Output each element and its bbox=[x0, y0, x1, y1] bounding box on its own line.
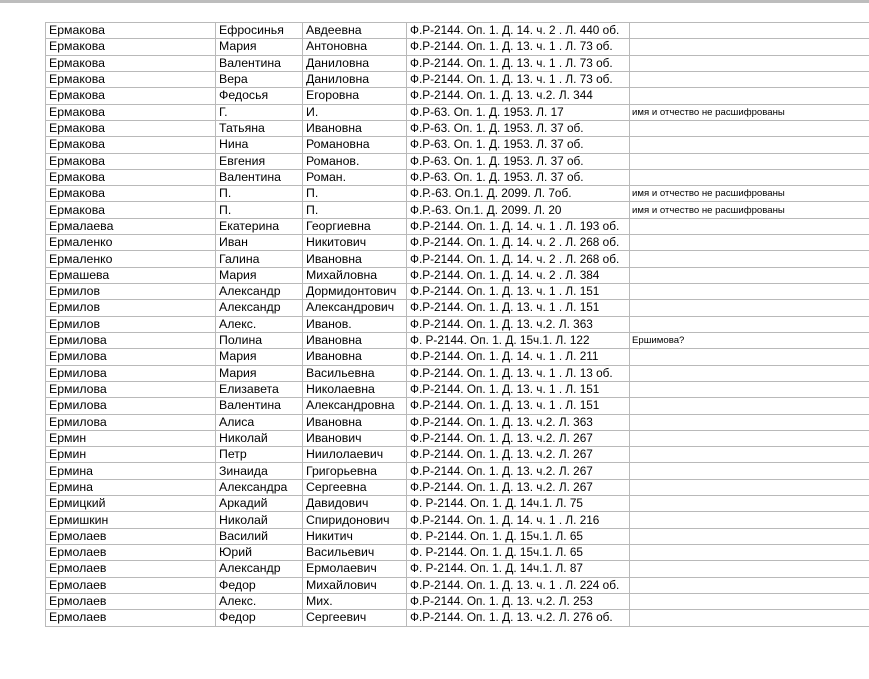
note-cell bbox=[630, 235, 869, 250]
note-cell bbox=[630, 366, 869, 381]
table-row bbox=[46, 186, 869, 201]
note-cell: имя и отчество не расшифрованы bbox=[630, 186, 869, 201]
archive-reference-cell: Ф.Р-2144. Оп. 1. Д. 13. ч.2. Л. 363 bbox=[407, 317, 629, 332]
table-row bbox=[46, 529, 869, 544]
table-row bbox=[46, 610, 869, 625]
patronymic-cell: Ивановна bbox=[303, 415, 406, 430]
note-cell bbox=[630, 72, 869, 87]
register-table-body bbox=[46, 23, 869, 626]
table-row bbox=[46, 202, 869, 217]
table-row bbox=[46, 496, 869, 511]
table-row bbox=[46, 561, 869, 576]
archive-reference-cell: Ф.Р-2144. Оп. 1. Д. 13. ч.2. Л. 344 bbox=[407, 88, 629, 103]
archive-reference-cell: Ф.Р-2144. Оп. 1. Д. 14. ч. 1 . Л. 216 bbox=[407, 512, 629, 527]
name-cell: Федосья bbox=[216, 88, 302, 103]
table-row bbox=[46, 39, 869, 54]
patronymic-cell: Ивановна bbox=[303, 121, 406, 136]
table-row bbox=[46, 382, 869, 397]
name-cell: Вера bbox=[216, 72, 302, 87]
archive-reference-cell: Ф.Р-2144. Оп. 1. Д. 13. ч.2. Л. 253 bbox=[407, 594, 629, 609]
archive-reference-cell: Ф.Р-2144. Оп. 1. Д. 13. ч. 1 . Л. 151 bbox=[407, 284, 629, 299]
patronymic-cell: Сергеевич bbox=[303, 610, 406, 625]
patronymic-cell: Ивановна bbox=[303, 251, 406, 266]
patronymic-cell: Роман. bbox=[303, 170, 406, 185]
surname-cell: Ермакова bbox=[46, 105, 215, 120]
name-cell: Александр bbox=[216, 561, 302, 576]
surname-cell: Ермилова bbox=[46, 366, 215, 381]
name-cell: Екатерина bbox=[216, 219, 302, 234]
name-cell: Мария bbox=[216, 39, 302, 54]
patronymic-cell: И. bbox=[303, 105, 406, 120]
patronymic-cell: П. bbox=[303, 202, 406, 217]
table-row bbox=[46, 578, 869, 593]
table-row bbox=[46, 447, 869, 462]
table-row bbox=[46, 594, 869, 609]
name-cell: Иван bbox=[216, 235, 302, 250]
note-cell bbox=[630, 154, 869, 169]
surname-cell: Ермилова bbox=[46, 415, 215, 430]
table-row bbox=[46, 333, 869, 348]
surname-cell: Ермаленко bbox=[46, 251, 215, 266]
surname-cell: Ермолаев bbox=[46, 529, 215, 544]
note-cell bbox=[630, 268, 869, 283]
name-cell: Зинаида bbox=[216, 463, 302, 478]
patronymic-cell: Никитич bbox=[303, 529, 406, 544]
archive-reference-cell: Ф. Р-2144. Оп. 1. Д. 15ч.1. Л. 65 bbox=[407, 529, 629, 544]
surname-cell: Ермакова bbox=[46, 88, 215, 103]
archive-reference-cell: Ф. Р-2144. Оп. 1. Д. 15ч.1. Л. 65 bbox=[407, 545, 629, 560]
table-row bbox=[46, 251, 869, 266]
name-cell: Василий bbox=[216, 529, 302, 544]
surname-cell: Ермишкин bbox=[46, 512, 215, 527]
patronymic-cell: Александровна bbox=[303, 398, 406, 413]
patronymic-cell: Дормидонтович bbox=[303, 284, 406, 299]
note-cell: имя и отчество не расшифрованы bbox=[630, 105, 869, 120]
surname-cell: Ермакова bbox=[46, 23, 215, 38]
patronymic-cell: Александрович bbox=[303, 300, 406, 315]
archive-reference-cell: Ф.Р-2144. Оп. 1. Д. 13. ч. 1 . Л. 151 bbox=[407, 398, 629, 413]
archive-reference-cell: Ф.Р-2144. Оп. 1. Д. 13. ч.2. Л. 276 об. bbox=[407, 610, 629, 625]
table-row bbox=[46, 23, 869, 38]
name-cell: Ефросинья bbox=[216, 23, 302, 38]
note-cell: имя и отчество не расшифрованы bbox=[630, 202, 869, 217]
surname-cell: Ермилов bbox=[46, 300, 215, 315]
patronymic-cell: Ермолаевич bbox=[303, 561, 406, 576]
note-cell bbox=[630, 398, 869, 413]
surname-cell: Ермалаева bbox=[46, 219, 215, 234]
archive-reference-cell: Ф.Р-2144. Оп. 1. Д. 14. ч. 1 . Л. 193 об. bbox=[407, 219, 629, 234]
patronymic-cell: Мих. bbox=[303, 594, 406, 609]
surname-cell: Ермина bbox=[46, 480, 215, 495]
name-cell: Валентина bbox=[216, 56, 302, 71]
table-row bbox=[46, 317, 869, 332]
surname-cell: Ермакова bbox=[46, 154, 215, 169]
archive-reference-cell: Ф.Р-2144. Оп. 1. Д. 13. ч.2. Л. 267 bbox=[407, 463, 629, 478]
table-row bbox=[46, 170, 869, 185]
surname-cell: Ермина bbox=[46, 463, 215, 478]
table-row bbox=[46, 512, 869, 527]
name-cell: Петр bbox=[216, 447, 302, 462]
archive-reference-cell: Ф.Р-2144. Оп. 1. Д. 13. ч.2. Л. 267 bbox=[407, 447, 629, 462]
archive-reference-cell: Ф.Р-2144. Оп. 1. Д. 13. ч.2. Л. 267 bbox=[407, 480, 629, 495]
archive-reference-cell: Ф.Р-2144. Оп. 1. Д. 13. ч. 1 . Л. 73 об. bbox=[407, 72, 629, 87]
note-cell bbox=[630, 496, 869, 511]
surname-cell: Ермолаев bbox=[46, 561, 215, 576]
name-cell: Алекс. bbox=[216, 594, 302, 609]
note-cell bbox=[630, 382, 869, 397]
table-row bbox=[46, 235, 869, 250]
patronymic-cell: Сергеевна bbox=[303, 480, 406, 495]
patronymic-cell: Ивановна bbox=[303, 333, 406, 348]
surname-cell: Ермолаев bbox=[46, 578, 215, 593]
register-sheet bbox=[45, 22, 869, 627]
patronymic-cell: Иванов. bbox=[303, 317, 406, 332]
note-cell bbox=[630, 529, 869, 544]
surname-cell: Ермолаев bbox=[46, 594, 215, 609]
name-cell: Федор bbox=[216, 578, 302, 593]
name-cell: Полина bbox=[216, 333, 302, 348]
surname-cell: Ермакова bbox=[46, 137, 215, 152]
surname-cell: Ермакова bbox=[46, 170, 215, 185]
archive-reference-cell: Ф.Р-63. Оп. 1. Д. 1953. Л. 17 bbox=[407, 105, 629, 120]
note-cell bbox=[630, 463, 869, 478]
archive-reference-cell: Ф. Р-2144. Оп. 1. Д. 15ч.1. Л. 122 bbox=[407, 333, 629, 348]
archive-reference-cell: Ф.Р-2144. Оп. 1. Д. 13. ч. 1 . Л. 73 об. bbox=[407, 39, 629, 54]
note-cell bbox=[630, 578, 869, 593]
table-row bbox=[46, 300, 869, 315]
note-cell bbox=[630, 121, 869, 136]
patronymic-cell: П. bbox=[303, 186, 406, 201]
patronymic-cell: Антоновна bbox=[303, 39, 406, 54]
note-cell bbox=[630, 219, 869, 234]
name-cell: Федор bbox=[216, 610, 302, 625]
page-top-rule bbox=[0, 0, 869, 3]
surname-cell: Ермилова bbox=[46, 398, 215, 413]
name-cell: Александра bbox=[216, 480, 302, 495]
surname-cell: Ермилова bbox=[46, 333, 215, 348]
patronymic-cell: Ивановна bbox=[303, 349, 406, 364]
table-row bbox=[46, 154, 869, 169]
table-row bbox=[46, 219, 869, 234]
note-cell bbox=[630, 545, 869, 560]
note-cell bbox=[630, 317, 869, 332]
patronymic-cell: Михайлович bbox=[303, 578, 406, 593]
name-cell: Александр bbox=[216, 284, 302, 299]
table-row bbox=[46, 480, 869, 495]
surname-cell: Ермашева bbox=[46, 268, 215, 283]
archive-reference-cell: Ф.Р-2144. Оп. 1. Д. 14. ч. 2 . Л. 440 об. bbox=[407, 23, 629, 38]
table-row bbox=[46, 431, 869, 446]
table-row bbox=[46, 268, 869, 283]
surname-cell: Ермин bbox=[46, 431, 215, 446]
archive-reference-cell: Ф.Р-2144. Оп. 1. Д. 13. ч. 1 . Л. 151 bbox=[407, 300, 629, 315]
name-cell: Галина bbox=[216, 251, 302, 266]
patronymic-cell: Авдеевна bbox=[303, 23, 406, 38]
surname-cell: Ермицкий bbox=[46, 496, 215, 511]
name-cell: Г. bbox=[216, 105, 302, 120]
note-cell bbox=[630, 56, 869, 71]
archive-reference-cell: Ф.Р-2144. Оп. 1. Д. 13. ч.2. Л. 363 bbox=[407, 415, 629, 430]
surname-cell: Ермакова bbox=[46, 202, 215, 217]
surname-cell: Ермаленко bbox=[46, 235, 215, 250]
patronymic-cell: Георгиевна bbox=[303, 219, 406, 234]
archive-reference-cell: Ф.Р-2144. Оп. 1. Д. 14. ч. 2 . Л. 384 bbox=[407, 268, 629, 283]
table-row bbox=[46, 72, 869, 87]
note-cell bbox=[630, 23, 869, 38]
note-cell bbox=[630, 349, 869, 364]
patronymic-cell: Егоровна bbox=[303, 88, 406, 103]
patronymic-cell: Иванович bbox=[303, 431, 406, 446]
note-cell bbox=[630, 170, 869, 185]
patronymic-cell: Романовна bbox=[303, 137, 406, 152]
note-cell bbox=[630, 431, 869, 446]
archive-reference-cell: Ф.Р-63. Оп. 1. Д. 1953. Л. 37 об. bbox=[407, 154, 629, 169]
surname-cell: Ермин bbox=[46, 447, 215, 462]
archive-reference-cell: Ф. Р-2144. Оп. 1. Д. 14ч.1. Л. 75 bbox=[407, 496, 629, 511]
archive-reference-cell: Ф.Р-2144. Оп. 1. Д. 13. ч. 1 . Л. 224 об. bbox=[407, 578, 629, 593]
patronymic-cell: Спиридонович bbox=[303, 512, 406, 527]
table-row bbox=[46, 56, 869, 71]
name-cell: П. bbox=[216, 202, 302, 217]
table-row bbox=[46, 88, 869, 103]
archive-reference-cell: Ф.Р.-63. Оп.1. Д. 2099. Л. 20 bbox=[407, 202, 629, 217]
table-row bbox=[46, 137, 869, 152]
name-cell: П. bbox=[216, 186, 302, 201]
table-row bbox=[46, 366, 869, 381]
name-cell: Алекс. bbox=[216, 317, 302, 332]
patronymic-cell: Никитович bbox=[303, 235, 406, 250]
surname-cell: Ермилова bbox=[46, 382, 215, 397]
surname-cell: Ермилов bbox=[46, 284, 215, 299]
patronymic-cell: Васильевна bbox=[303, 366, 406, 381]
table-row bbox=[46, 545, 869, 560]
patronymic-cell: Давидович bbox=[303, 496, 406, 511]
note-cell bbox=[630, 39, 869, 54]
archive-reference-cell: Ф.Р-2144. Оп. 1. Д. 13. ч. 1 . Л. 151 bbox=[407, 382, 629, 397]
archive-reference-cell: Ф.Р-63. Оп. 1. Д. 1953. Л. 37 об. bbox=[407, 121, 629, 136]
archive-reference-cell: Ф.Р-63. Оп. 1. Д. 1953. Л. 37 об. bbox=[407, 170, 629, 185]
surname-cell: Ермакова bbox=[46, 39, 215, 54]
name-cell: Евгения bbox=[216, 154, 302, 169]
note-cell bbox=[630, 284, 869, 299]
archive-reference-cell: Ф.Р.-63. Оп.1. Д. 2099. Л. 7об. bbox=[407, 186, 629, 201]
table-row bbox=[46, 105, 869, 120]
patronymic-cell: Николаевна bbox=[303, 382, 406, 397]
note-cell bbox=[630, 88, 869, 103]
note-cell bbox=[630, 137, 869, 152]
note-cell bbox=[630, 251, 869, 266]
surname-cell: Ермилова bbox=[46, 349, 215, 364]
note-cell bbox=[630, 610, 869, 625]
register-table bbox=[45, 22, 869, 627]
note-cell bbox=[630, 594, 869, 609]
patronymic-cell: Ниилолаевич bbox=[303, 447, 406, 462]
name-cell: Юрий bbox=[216, 545, 302, 560]
archive-reference-cell: Ф.Р-2144. Оп. 1. Д. 13. ч. 1 . Л. 73 об. bbox=[407, 56, 629, 71]
surname-cell: Ермолаев bbox=[46, 610, 215, 625]
surname-cell: Ермакова bbox=[46, 186, 215, 201]
note-cell: Ершимова? bbox=[630, 333, 869, 348]
name-cell: Мария bbox=[216, 349, 302, 364]
note-cell bbox=[630, 415, 869, 430]
archive-reference-cell: Ф. Р-2144. Оп. 1. Д. 14ч.1. Л. 87 bbox=[407, 561, 629, 576]
name-cell: Алиса bbox=[216, 415, 302, 430]
name-cell: Нина bbox=[216, 137, 302, 152]
name-cell: Валентина bbox=[216, 398, 302, 413]
surname-cell: Ермолаев bbox=[46, 545, 215, 560]
patronymic-cell: Даниловна bbox=[303, 56, 406, 71]
archive-reference-cell: Ф.Р-2144. Оп. 1. Д. 13. ч.2. Л. 267 bbox=[407, 431, 629, 446]
note-cell bbox=[630, 561, 869, 576]
surname-cell: Ермакова bbox=[46, 72, 215, 87]
archive-reference-cell: Ф.Р-2144. Оп. 1. Д. 14. ч. 2 . Л. 268 об. bbox=[407, 251, 629, 266]
name-cell: Николай bbox=[216, 512, 302, 527]
surname-cell: Ермакова bbox=[46, 121, 215, 136]
name-cell: Мария bbox=[216, 366, 302, 381]
name-cell: Николай bbox=[216, 431, 302, 446]
archive-reference-cell: Ф.Р-63. Оп. 1. Д. 1953. Л. 37 об. bbox=[407, 137, 629, 152]
table-row bbox=[46, 398, 869, 413]
note-cell bbox=[630, 300, 869, 315]
patronymic-cell: Васильевич bbox=[303, 545, 406, 560]
note-cell bbox=[630, 447, 869, 462]
table-row bbox=[46, 121, 869, 136]
table-row bbox=[46, 349, 869, 364]
patronymic-cell: Михайловна bbox=[303, 268, 406, 283]
table-row bbox=[46, 415, 869, 430]
note-cell bbox=[630, 512, 869, 527]
name-cell: Александр bbox=[216, 300, 302, 315]
name-cell: Елизавета bbox=[216, 382, 302, 397]
name-cell: Валентина bbox=[216, 170, 302, 185]
surname-cell: Ермакова bbox=[46, 56, 215, 71]
patronymic-cell: Григорьевна bbox=[303, 463, 406, 478]
patronymic-cell: Романов. bbox=[303, 154, 406, 169]
name-cell: Татьяна bbox=[216, 121, 302, 136]
archive-reference-cell: Ф.Р-2144. Оп. 1. Д. 13. ч. 1 . Л. 13 об. bbox=[407, 366, 629, 381]
note-cell bbox=[630, 480, 869, 495]
archive-reference-cell: Ф.Р-2144. Оп. 1. Д. 14. ч. 2 . Л. 268 об. bbox=[407, 235, 629, 250]
surname-cell: Ермилов bbox=[46, 317, 215, 332]
name-cell: Аркадий bbox=[216, 496, 302, 511]
patronymic-cell: Даниловна bbox=[303, 72, 406, 87]
archive-reference-cell: Ф.Р-2144. Оп. 1. Д. 14. ч. 1 . Л. 211 bbox=[407, 349, 629, 364]
table-row bbox=[46, 463, 869, 478]
name-cell: Мария bbox=[216, 268, 302, 283]
table-row bbox=[46, 284, 869, 299]
